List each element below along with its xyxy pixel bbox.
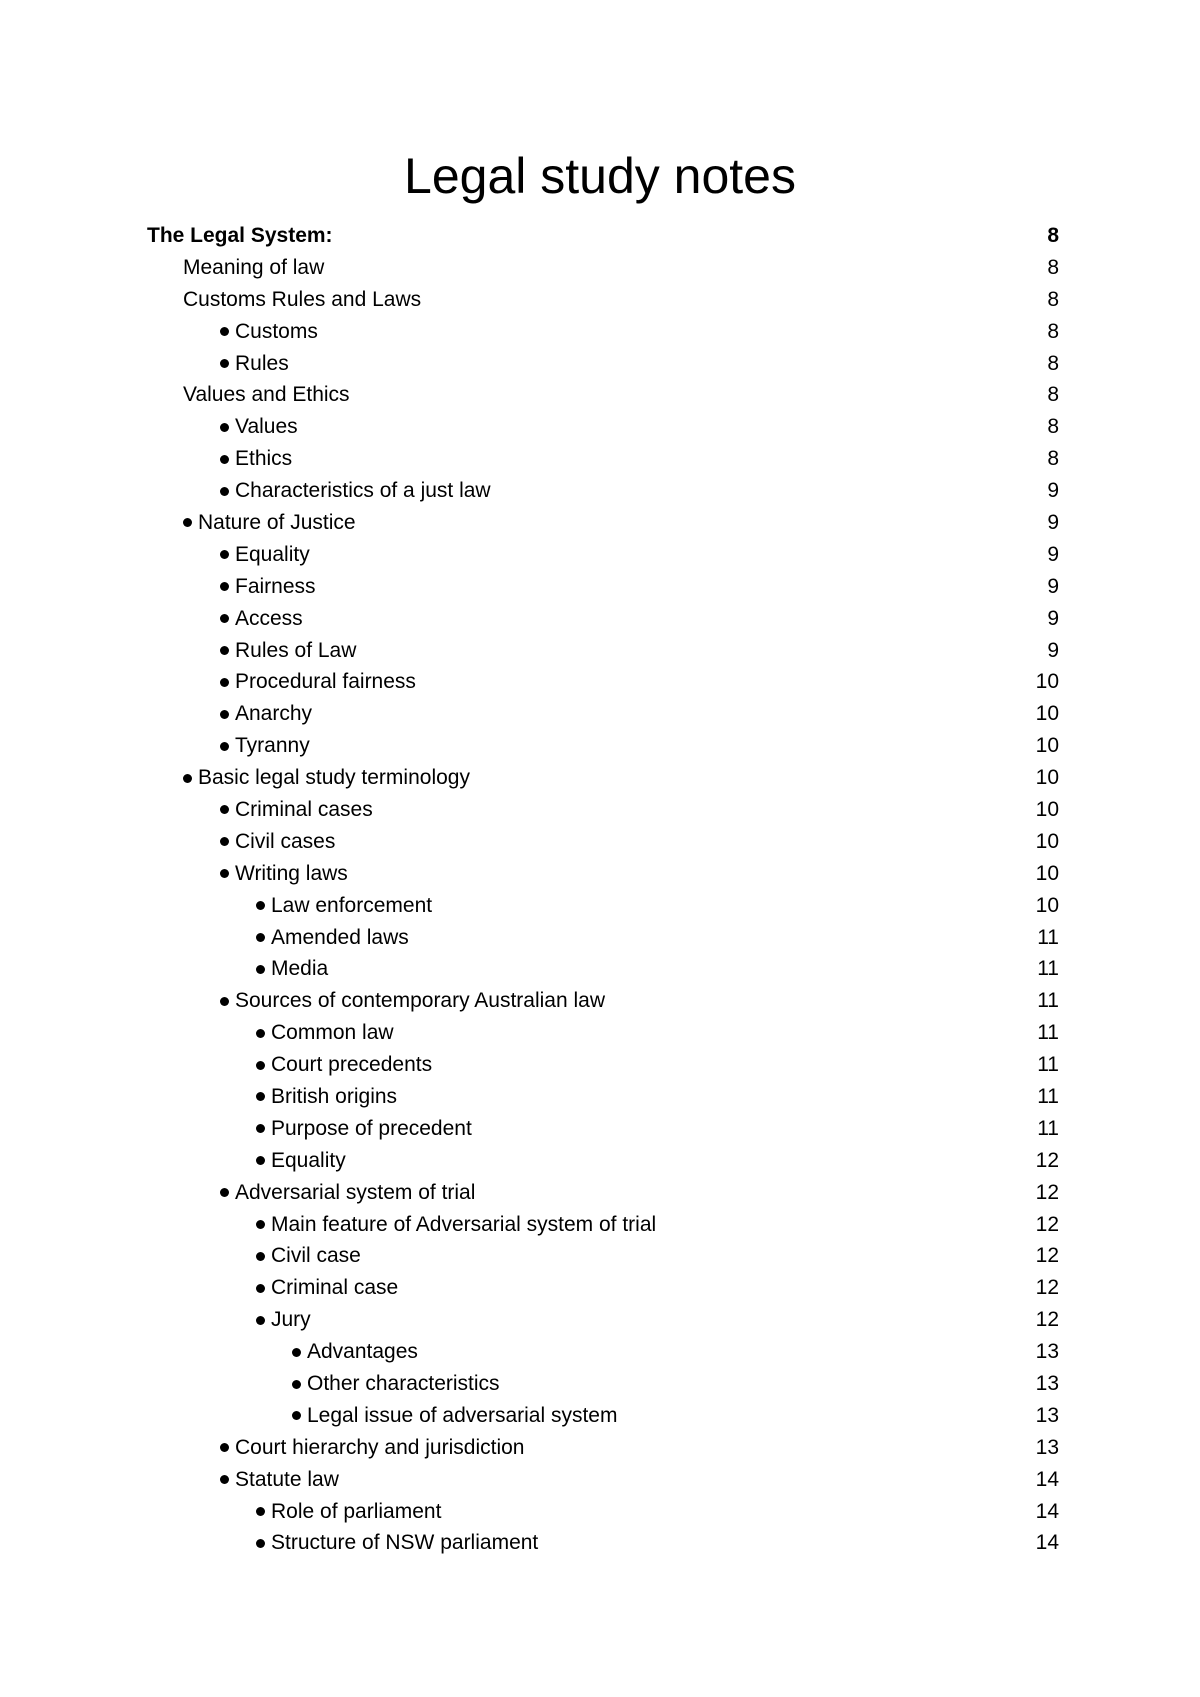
toc-entry-title bbox=[147, 1500, 999, 1524]
bullet-icon bbox=[220, 869, 229, 878]
toc-entry-label: Values bbox=[235, 415, 298, 439]
toc-entry-label: Adversarial system of trial bbox=[235, 1180, 476, 1204]
toc-entry-label: Basic legal study terminology bbox=[198, 766, 470, 790]
toc-entry[interactable] bbox=[147, 571, 1059, 603]
toc-page-number: 12 bbox=[1035, 1308, 1059, 1332]
toc-page-number: 13 bbox=[1035, 1435, 1059, 1459]
toc-entry-title bbox=[147, 670, 999, 694]
toc-entry-title bbox=[147, 798, 999, 822]
toc-entry[interactable] bbox=[147, 858, 1059, 890]
toc-entry[interactable] bbox=[147, 635, 1059, 667]
toc-page-number: 10 bbox=[1035, 797, 1059, 821]
toc-entry-title bbox=[147, 830, 999, 854]
toc-entry-label: Procedural fairness bbox=[235, 670, 416, 694]
toc-entry[interactable] bbox=[147, 284, 1059, 316]
toc-entry-title bbox=[147, 575, 999, 599]
bullet-icon bbox=[256, 933, 265, 942]
bullet-icon bbox=[220, 710, 229, 719]
bullet-icon bbox=[183, 774, 192, 783]
bullet-icon bbox=[292, 1380, 301, 1389]
bullet-icon bbox=[220, 997, 229, 1006]
toc-entry[interactable] bbox=[147, 1017, 1059, 1049]
toc-entry-title bbox=[147, 1531, 999, 1555]
toc-entry-label: Advantages bbox=[307, 1340, 418, 1364]
toc-entry[interactable] bbox=[147, 1145, 1059, 1177]
toc-page-number: 10 bbox=[1035, 734, 1059, 758]
toc-entry[interactable] bbox=[147, 379, 1059, 411]
toc-entry-title bbox=[147, 607, 999, 631]
toc-page-number: 10 bbox=[1035, 829, 1059, 853]
toc-entry[interactable] bbox=[147, 1241, 1059, 1273]
toc-entry-label: Access bbox=[235, 606, 303, 630]
toc-entry-title bbox=[147, 1021, 999, 1045]
bullet-icon bbox=[220, 487, 229, 496]
bullet-icon bbox=[256, 1156, 265, 1165]
toc-entry-label: Law enforcement bbox=[271, 893, 433, 917]
toc-entry-label: Anarchy bbox=[235, 702, 313, 726]
toc-entry[interactable] bbox=[147, 826, 1059, 858]
toc-page-number: 13 bbox=[1035, 1403, 1059, 1427]
toc-page-number: 12 bbox=[1035, 1148, 1059, 1172]
toc-entry-title bbox=[147, 766, 999, 790]
toc-entry[interactable] bbox=[147, 985, 1059, 1017]
toc-entry-title bbox=[147, 543, 999, 567]
bullet-icon bbox=[292, 1411, 301, 1420]
toc-entry[interactable] bbox=[147, 1049, 1059, 1081]
toc-page-number: 9 bbox=[1047, 479, 1059, 503]
toc-entry-title bbox=[147, 352, 999, 376]
bullet-icon bbox=[220, 805, 229, 814]
toc-entry-label: Fairness bbox=[235, 574, 316, 598]
bullet-icon bbox=[256, 1092, 265, 1101]
toc-page-number: 13 bbox=[1035, 1340, 1059, 1364]
toc-page-number: 8 bbox=[1047, 319, 1059, 343]
bullet-icon bbox=[256, 1029, 265, 1038]
toc-entry-title bbox=[147, 1276, 999, 1300]
toc-entry[interactable] bbox=[147, 1081, 1059, 1113]
toc-entry[interactable] bbox=[147, 730, 1059, 762]
toc-entry-title bbox=[147, 1213, 999, 1237]
toc-entry-title bbox=[147, 894, 999, 918]
toc-page-number: 11 bbox=[1037, 1116, 1059, 1140]
toc-entry-title bbox=[147, 479, 999, 503]
toc-entry[interactable] bbox=[147, 220, 1059, 252]
toc-entry-title bbox=[147, 1181, 999, 1205]
bullet-icon bbox=[220, 550, 229, 559]
toc-page-number: 12 bbox=[1035, 1244, 1059, 1268]
bullet-icon bbox=[220, 455, 229, 464]
toc-entry-title bbox=[147, 383, 999, 407]
toc-page-number: 14 bbox=[1035, 1499, 1059, 1523]
toc-page-number: 10 bbox=[1035, 702, 1059, 726]
toc-entry[interactable] bbox=[147, 1336, 1059, 1368]
toc-entry-label: Nature of Justice bbox=[198, 510, 356, 534]
toc-entry-title bbox=[147, 447, 999, 471]
toc-entry-label: Amended laws bbox=[271, 925, 409, 949]
toc-page-number: 10 bbox=[1035, 766, 1059, 790]
toc-entry-label: Writing laws bbox=[235, 861, 348, 885]
bullet-icon bbox=[256, 965, 265, 974]
toc-entry-label: Criminal case bbox=[271, 1276, 399, 1300]
toc-entry-label: Court precedents bbox=[271, 1053, 433, 1077]
document-title: Legal study notes bbox=[404, 148, 796, 204]
toc-entry[interactable] bbox=[147, 475, 1059, 507]
toc-entry[interactable] bbox=[147, 1113, 1059, 1145]
toc-entry-label: Criminal cases bbox=[235, 797, 373, 821]
toc-entry-title bbox=[147, 862, 999, 886]
toc-entry[interactable] bbox=[147, 890, 1059, 922]
bullet-icon bbox=[220, 1475, 229, 1484]
toc-entry-label: Rules of Law bbox=[235, 638, 357, 662]
toc-page-number: 12 bbox=[1035, 1212, 1059, 1236]
toc-page-number: 8 bbox=[1047, 351, 1059, 375]
toc-entry-title bbox=[147, 1053, 999, 1077]
toc-entry-title bbox=[147, 1372, 999, 1396]
toc-entry[interactable] bbox=[147, 1496, 1059, 1528]
toc-entry[interactable] bbox=[147, 252, 1059, 284]
toc-page-number: 8 bbox=[1047, 255, 1059, 279]
toc-entry-title bbox=[147, 1436, 999, 1460]
toc-entry-label: Customs Rules and Laws bbox=[183, 287, 422, 311]
toc-entry[interactable] bbox=[147, 698, 1059, 730]
toc-entry-title bbox=[147, 256, 999, 280]
toc-entry[interactable] bbox=[147, 1432, 1059, 1464]
toc-page-number: 9 bbox=[1047, 574, 1059, 598]
toc-entry-title bbox=[147, 734, 999, 758]
toc-entry[interactable] bbox=[147, 794, 1059, 826]
toc-entry-title bbox=[147, 926, 999, 950]
toc-entry[interactable] bbox=[147, 443, 1059, 475]
toc-entry-title bbox=[147, 415, 999, 439]
bullet-icon bbox=[220, 582, 229, 591]
toc-entry[interactable] bbox=[147, 666, 1059, 698]
toc-entry-label: Statute law bbox=[235, 1467, 339, 1491]
toc-page-number: 9 bbox=[1047, 606, 1059, 630]
bullet-icon bbox=[292, 1348, 301, 1357]
toc-entry-title bbox=[147, 288, 999, 312]
toc-entry-title bbox=[147, 1468, 999, 1492]
toc-entry[interactable] bbox=[147, 507, 1059, 539]
toc-entry[interactable] bbox=[147, 953, 1059, 985]
toc-entry-title bbox=[147, 639, 999, 663]
toc-page-number: 13 bbox=[1035, 1372, 1059, 1395]
bullet-icon bbox=[256, 1124, 265, 1133]
toc-entry-label: Sources of contemporary Australian law bbox=[235, 989, 606, 1013]
bullet-icon bbox=[220, 423, 229, 432]
toc-entry-title bbox=[147, 989, 999, 1013]
toc-entry[interactable] bbox=[147, 1209, 1059, 1241]
toc-entry-label: Structure of NSW parliament bbox=[271, 1531, 539, 1555]
toc-entry[interactable] bbox=[147, 1177, 1059, 1209]
toc-page-number: 10 bbox=[1035, 670, 1059, 694]
toc-entry-label: Civil case bbox=[271, 1244, 361, 1268]
toc-entry[interactable] bbox=[147, 1304, 1059, 1336]
toc-entry-label: Characteristics of a just law bbox=[235, 479, 491, 503]
bullet-icon bbox=[220, 678, 229, 687]
toc-page-number: 12 bbox=[1035, 1276, 1059, 1300]
toc-entry[interactable] bbox=[147, 411, 1059, 443]
bullet-icon bbox=[220, 359, 229, 368]
toc-entry-title bbox=[147, 957, 999, 981]
bullet-icon bbox=[220, 646, 229, 655]
toc-page-number: 14 bbox=[1035, 1531, 1059, 1555]
toc-entry-title bbox=[147, 511, 999, 535]
toc-entry-label: British origins bbox=[271, 1084, 398, 1108]
toc-entry-label: Purpose of precedent bbox=[271, 1116, 472, 1140]
toc-entry-label: The Legal System: bbox=[147, 223, 333, 247]
toc-entry[interactable] bbox=[147, 539, 1059, 571]
toc-entry-label: Customs bbox=[235, 319, 318, 343]
toc-entry-label: Media bbox=[271, 957, 329, 981]
toc-entry-label: Meaning of law bbox=[183, 255, 325, 279]
bullet-icon bbox=[256, 1507, 265, 1516]
bullet-icon bbox=[256, 1252, 265, 1261]
toc-entry-title bbox=[147, 1340, 999, 1364]
bullet-icon bbox=[256, 901, 265, 910]
bullet-icon bbox=[256, 1284, 265, 1293]
toc-entry-label: Jury bbox=[271, 1308, 311, 1332]
toc-entry-label: Tyranny bbox=[235, 734, 310, 758]
toc-entry-label: Court hierarchy and jurisdiction bbox=[235, 1435, 525, 1459]
toc-entry-label: Legal issue of adversarial system bbox=[307, 1403, 618, 1427]
toc-page-number: 8 bbox=[1047, 415, 1059, 439]
toc-page-number: 11 bbox=[1037, 1053, 1059, 1077]
toc-page-number: 8 bbox=[1047, 447, 1059, 471]
toc-entry-label: Civil cases bbox=[235, 829, 336, 853]
toc-entry-label: Equality bbox=[271, 1148, 346, 1172]
toc-entry[interactable] bbox=[147, 316, 1059, 348]
toc-page-number: 9 bbox=[1047, 638, 1059, 662]
toc-entry-label: Ethics bbox=[235, 447, 293, 471]
table-of-contents bbox=[147, 220, 1059, 1559]
toc-entry[interactable] bbox=[147, 762, 1059, 794]
toc-entry[interactable] bbox=[147, 1528, 1059, 1560]
toc-entry-title bbox=[147, 1149, 999, 1173]
toc-entry[interactable] bbox=[147, 348, 1059, 380]
toc-page-number: 8 bbox=[1047, 223, 1059, 247]
bullet-icon bbox=[256, 1539, 265, 1548]
toc-entry[interactable] bbox=[147, 1400, 1059, 1432]
toc-entry-label: Rules bbox=[235, 351, 289, 375]
bullet-icon bbox=[220, 1188, 229, 1197]
toc-entry-title bbox=[147, 1404, 999, 1428]
toc-entry[interactable] bbox=[147, 922, 1059, 954]
bullet-icon bbox=[220, 742, 229, 751]
bullet-icon bbox=[220, 1443, 229, 1452]
toc-entry[interactable] bbox=[147, 1272, 1059, 1304]
toc-entry-label: Equality bbox=[235, 542, 310, 566]
toc-entry-label: Role of parliament bbox=[271, 1499, 442, 1523]
toc-page-number: 12 bbox=[1035, 1180, 1059, 1204]
bullet-icon bbox=[220, 837, 229, 846]
toc-entry-label: Main feature of Adversarial system of trial bbox=[271, 1212, 657, 1236]
toc-page-number: 11 bbox=[1037, 925, 1059, 949]
toc-page-number: 9 bbox=[1047, 542, 1059, 566]
toc-page-number: 8 bbox=[1047, 287, 1059, 311]
toc-page-number: 9 bbox=[1047, 510, 1059, 534]
toc-page-number: 10 bbox=[1035, 893, 1059, 917]
toc-entry-title bbox=[147, 1244, 999, 1268]
bullet-icon bbox=[256, 1316, 265, 1325]
bullet-icon bbox=[183, 518, 192, 527]
toc-entry-title bbox=[147, 320, 999, 344]
bullet-icon bbox=[220, 327, 229, 336]
toc-entry-title bbox=[147, 1085, 999, 1109]
toc-entry-label: Other characteristics bbox=[307, 1372, 500, 1395]
toc-entry-title bbox=[147, 1117, 999, 1141]
toc-page-number: 11 bbox=[1037, 1021, 1059, 1045]
toc-entry-title bbox=[147, 224, 999, 248]
toc-page-number: 14 bbox=[1035, 1467, 1059, 1491]
bullet-icon bbox=[220, 614, 229, 623]
toc-page-number: 11 bbox=[1037, 989, 1059, 1013]
bullet-icon bbox=[256, 1220, 265, 1229]
toc-page-number: 11 bbox=[1037, 957, 1059, 981]
toc-entry[interactable] bbox=[147, 1464, 1059, 1496]
toc-entry[interactable] bbox=[147, 603, 1059, 635]
toc-page-number: 8 bbox=[1047, 383, 1059, 407]
toc-entry-title bbox=[147, 702, 999, 726]
toc-page-number: 10 bbox=[1035, 861, 1059, 885]
toc-page-number: 11 bbox=[1037, 1084, 1059, 1108]
bullet-icon bbox=[256, 1061, 265, 1070]
toc-entry-label: Values and Ethics bbox=[183, 383, 350, 407]
toc-entry-label: Common law bbox=[271, 1021, 394, 1045]
toc-entry[interactable] bbox=[147, 1368, 1059, 1400]
toc-entry-title bbox=[147, 1308, 999, 1332]
